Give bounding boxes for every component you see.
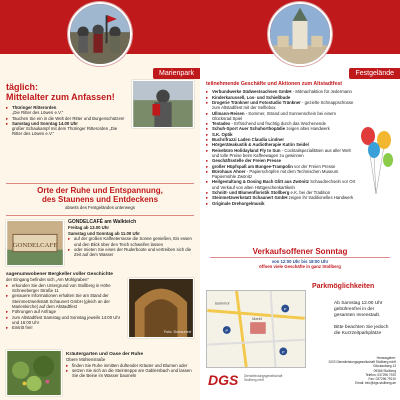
gondelcafe-photo xyxy=(6,220,64,266)
sagen-list xyxy=(6,283,124,331)
sagen-section xyxy=(6,272,124,330)
marienpark-tag: Marienpark xyxy=(153,68,200,79)
list-item: ▸ zum Altstadtfest Samstag und Sonntag jeweils 14:00 Uhr und 16:00 Uhr xyxy=(6,315,124,326)
svg-text:P: P xyxy=(225,327,229,333)
church-photo xyxy=(268,2,332,66)
herb-garden-photo xyxy=(6,350,62,396)
dgs-logo-subtitle: Dienstleistungsgesellschaft Stollberg mbH xyxy=(244,374,283,382)
rest-section-header xyxy=(0,186,200,210)
svg-text:Bahnhof: Bahnhof xyxy=(215,300,230,306)
shop-list-item: ▸ Geschäftsstelle der Freien Presse xyxy=(206,158,356,163)
contact-line: 09366 Stollberg xyxy=(373,368,396,373)
gondel-line1: Freitag ab 13.00 Uhr xyxy=(68,225,110,231)
shop-list-item: ▸ Ullmann-Reisen - Sommer, Strand und Sonnenschein bei einem Glücksrad Spiel xyxy=(206,111,356,122)
contact-line: Email: info@dgs-stollberg.de xyxy=(355,381,396,386)
list-item: ▸ erkunden Sie den Untergrund von Stollberg in Höhe Schneeberger Straße 11 xyxy=(6,283,124,294)
gondel-sign: GONDELCAFE xyxy=(12,241,58,249)
shop-list-item: ▸ Verbundwerke Südwestsachsen GmbH - Mitmachaktion für Jedermann xyxy=(206,89,356,94)
shop-list-item: ▸ Schnitt- und Blumenfloristik Stollberg e.K. bei der Tradition xyxy=(206,190,356,195)
shop-list-item: ▸ Textadex - Erfrischend und fruchtig durch das Wochenende xyxy=(206,121,356,126)
sunday-section xyxy=(200,247,400,269)
shop-list-item: ▸ Kinderkarussell, Los- und Schießbude xyxy=(206,95,356,100)
list-item: ▸ Samstag und Sonntag 14.00 Uhr großer Schaukampf mit dem Thüringer Ritterorden „Die Ritter des Löwen e.V.“ xyxy=(6,121,126,137)
list-item: ▸ setzen Sie sich an die Steintreppe am Gablersbach und lassen Sie die Beine im Wasser baumeln xyxy=(66,368,194,379)
list-item: ▸ Führungen auf Anfrage xyxy=(6,309,124,314)
balloons-graphic xyxy=(356,126,396,196)
shop-list-item: ▸ Bürohaus Ahner - Papierschöpfen mit dem Technischen Museum Papiermühle Zwönitz xyxy=(206,169,356,180)
list-item: ▸ Thüringer Ritterorden „Die Ritter des Löwen e.V.“ xyxy=(6,105,126,116)
contact-line: Herausgeber: xyxy=(376,356,396,360)
contact-line: DGS Dienstleistungsgesellschaft Stollberg mbH xyxy=(328,360,396,365)
intro-section xyxy=(6,82,126,137)
gondel-title: GONDELCAFÉ am Walkteich xyxy=(68,219,137,225)
contact-line: Telefon: 037296 7920 xyxy=(365,372,396,377)
knight-photo xyxy=(132,80,194,128)
gondelcafe-section xyxy=(68,220,194,257)
list-item: ▸ Tauchen Sie ein in die Welt der Ritter und Burgenschützen! xyxy=(6,116,126,121)
svg-text:P: P xyxy=(283,306,287,312)
intro-subtitle: Mittelalter zum Anfassen! xyxy=(6,92,115,102)
shop-list-item: ▸ Hörgeräteakustik & Audiotherapie Katrin Seidel xyxy=(206,142,356,147)
kraeuter-title: Kräutergarten und Oase der Ruhe xyxy=(66,352,144,357)
kraeuter-list xyxy=(66,363,194,379)
rest-title-line1: Orte der Ruhe und Entspannung, xyxy=(37,186,163,195)
list-item: ▸ Eintritt frei! xyxy=(6,325,124,330)
shop-list-item: ▸ Schuh-Sport Auer Schuhorthopädie zeigen altes Handwerk xyxy=(206,126,356,131)
shop-list-item: ▸ Heilgestaltung & Dosing Bach Glitt aus Zwönitz Schaudrechseln vor Ort und Verkauf von alten Hüttgeschenkartikeln xyxy=(206,179,356,190)
rest-subtitle: abseits des Festgeländes unterwegs xyxy=(65,205,135,210)
svg-text:P: P xyxy=(281,349,285,355)
shops-list xyxy=(206,89,356,206)
dgs-logo-text: DGS xyxy=(208,372,239,388)
list-item: ▸ auf der großen Kaffeeterrasse die Sonne genießen, Eis essen und den Blick über den Teich schweifen lassen xyxy=(68,236,194,247)
parking-map xyxy=(206,290,306,368)
contact-line: Fax: 037296 79210 xyxy=(368,377,396,382)
dgs-logo xyxy=(208,372,288,396)
parking-text-1: Ab Samstag 12.00 Uhr gebührenfrei in der gesamten Innenstadt. xyxy=(334,301,383,318)
right-panel xyxy=(200,0,400,400)
shop-list-item: ▸ S.K. Optik xyxy=(206,132,356,137)
shop-list-item: ▸ Steinmetzwerkstatt Schaunert GmbH zeigen ihr traditionelles Handwerk xyxy=(206,195,356,200)
parking-title: Parkmöglichkeiten xyxy=(312,283,375,290)
sagen-subtitle: der Eingang befindet sich „Am Mühlgraben“ xyxy=(6,277,89,283)
intro-list xyxy=(6,105,126,137)
shop-list-item: ▸ Originale Drehorgelmusik xyxy=(206,201,356,206)
shop-list-item: ▸ Reisebüro Holidayland Fly to Sun - Cocktailspezialitäten aus aller Welt und tolle Preise beim Kaffeewagen zu gewinnen xyxy=(206,148,356,159)
sunday-line1: von 12:00 Uhr bis 18:00 Uhr xyxy=(271,258,329,264)
photo-caption: Foto: Schaunert xyxy=(163,330,192,335)
shop-list-item: ▸ Drogerie Tränkner und Fotostudio Tränkner - gezielte Schnappschüsse zum Altstadtfest mit der Selfiebox xyxy=(206,100,356,111)
sunday-title: Verkaufsoffener Sonntag xyxy=(252,247,348,256)
list-item: ▸ finden Sie Ruhe inmitten duftender Kräuter und Blumen oder xyxy=(66,363,194,368)
svg-text:Markt: Markt xyxy=(252,316,262,322)
parking-section xyxy=(312,282,396,337)
footer-contact xyxy=(318,356,396,385)
rest-title-line2: des Staunens und Entdeckens xyxy=(41,195,159,204)
intro-title: täglich: xyxy=(6,82,39,92)
kraeuter-section xyxy=(66,352,194,379)
list-item: ▸ oder mieten Sie eines der Ruderboote und vertreiben sich die Zeit auf dem Wasser xyxy=(68,247,194,258)
shop-list-item: ▸ großer Hüpfspaß am Bungee-Trampolin vor der Freien Presse xyxy=(206,164,356,169)
shops-header: teilnehmende Geschäfte und Aktionen zum Altstadtfest xyxy=(206,81,342,87)
contact-line: Glückaufweg 13 xyxy=(373,364,396,369)
kraeuter-subtitle: Obere Mühlenstraße xyxy=(66,357,106,363)
sunday-line2: öffnen viele Geschäfte in ganz Stollberg xyxy=(259,263,341,269)
festgelaende-tag: Festgelände xyxy=(349,68,400,79)
gondel-line2: Samstag und Sonntag ab 11.00 Uhr xyxy=(68,230,140,236)
shop-list-item: ▸ Buchrifrazzi Laden Claudia Lindner xyxy=(206,137,356,142)
knights-photo xyxy=(68,2,132,66)
parking-text-2: Bitte beachten Sie jedoch die Kurzzeitparkplätze xyxy=(334,325,389,336)
list-item: ▸ genauere Informationen erhalten Sie am Stand der Steinmetzwerkstatt Schaunert GmbH (gleich an der Marienkirche) auf dem Altstadtfest xyxy=(6,293,124,309)
sagen-title: sagenumwobener Bergkeller voller Geschichte xyxy=(6,272,113,277)
gondel-list xyxy=(68,236,194,257)
cellar-photo xyxy=(128,278,194,338)
